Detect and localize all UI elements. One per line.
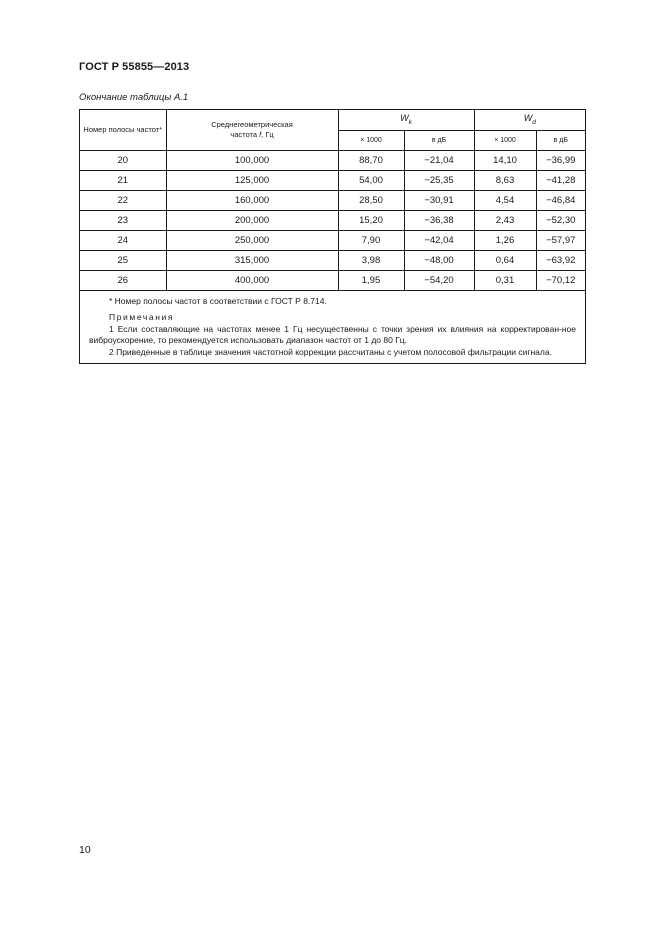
table-row	[80, 251, 585, 271]
header-wd-db: в дБ	[536, 131, 585, 151]
notes-title: Примечания	[109, 312, 175, 323]
cell-wk-x1000: 15,20	[338, 211, 404, 231]
cell-wd-x1000: 4,54	[474, 191, 536, 211]
cell-wk-x1000: 54,00	[338, 171, 404, 191]
cell-wk-db: −48,00	[404, 251, 474, 271]
cell-wd-db: −52,30	[536, 211, 585, 231]
cell-wd-x1000: 8,63	[474, 171, 536, 191]
table-row	[80, 191, 585, 211]
table-notes	[80, 291, 585, 363]
cell-band: 23	[80, 211, 166, 231]
cell-wd-x1000: 0,31	[474, 271, 536, 291]
cell-wk-db: −21,04	[404, 151, 474, 171]
cell-band: 25	[80, 251, 166, 271]
table-row	[80, 211, 585, 231]
cell-wk-x1000: 28,50	[338, 191, 404, 211]
cell-frequency: 100,000	[166, 151, 338, 171]
cell-wd-db: −57,97	[536, 231, 585, 251]
document-code: ГОСТ Р 55855—2013	[79, 61, 190, 73]
table-row	[80, 271, 585, 291]
cell-band: 20	[80, 151, 166, 171]
cell-wk-x1000: 88,70	[338, 151, 404, 171]
table-row	[80, 231, 585, 251]
note-item: 1 Если составляющие на частотах менее 1 Гц несущественны с точки зрения их влияния на корректирован-ное виброускорение, то рекомендуется использовать диапазон частот от 1 до 80 Гц.	[89, 323, 576, 346]
cell-wk-x1000: 3,98	[338, 251, 404, 271]
cell-band: 22	[80, 191, 166, 211]
cell-frequency: 125,000	[166, 171, 338, 191]
table-frame	[79, 109, 586, 364]
cell-frequency: 315,000	[166, 251, 338, 271]
cell-wd-db: −41,28	[536, 171, 585, 191]
cell-wd-x1000: 1,26	[474, 231, 536, 251]
cell-wd-x1000: 0,64	[474, 251, 536, 271]
cell-frequency: 400,000	[166, 271, 338, 291]
cell-wd-x1000: 14,10	[474, 151, 536, 171]
cell-wk-x1000: 1,95	[338, 271, 404, 291]
header-wk: $W_k$	[338, 110, 474, 131]
header-wk-x1000: × 1000	[338, 131, 404, 151]
header-wk-db: в дБ	[404, 131, 474, 151]
cell-wk-db: −30,91	[404, 191, 474, 211]
cell-wd-db: −36,99	[536, 151, 585, 171]
table-row	[80, 151, 585, 171]
cell-wk-db: −42,04	[404, 231, 474, 251]
page-number: 10	[79, 844, 91, 856]
header-band-number: Номер полосы частот*	[80, 110, 166, 151]
cell-frequency: 160,000	[166, 191, 338, 211]
cell-wk-x1000: 7,90	[338, 231, 404, 251]
table-footnote: * Номер полосы частот в соответствии с ГОСТ Р 8.714.	[109, 296, 327, 306]
cell-band: 24	[80, 231, 166, 251]
cell-frequency: 250,000	[166, 231, 338, 251]
header-wd: $W_d$	[474, 110, 585, 131]
frequency-weighting-table	[80, 110, 585, 291]
cell-wd-db: −63,92	[536, 251, 585, 271]
cell-wk-db: −54,20	[404, 271, 474, 291]
cell-frequency: 200,000	[166, 211, 338, 231]
cell-band: 21	[80, 171, 166, 191]
note-item: 2 Приведенные в таблице значения частотной коррекции рассчитаны с учетом полосовой фильтрации сигнала.	[109, 346, 552, 357]
cell-wk-db: −25,35	[404, 171, 474, 191]
table-caption: Окончание таблицы А.1	[79, 92, 189, 103]
table-row	[80, 171, 585, 191]
header-frequency: Среднегеометрическая частота f, Гц	[166, 110, 338, 151]
cell-wd-db: −70,12	[536, 271, 585, 291]
cell-wd-x1000: 2,43	[474, 211, 536, 231]
header-wd-x1000: × 1000	[474, 131, 536, 151]
cell-band: 26	[80, 271, 166, 291]
cell-wk-db: −36,38	[404, 211, 474, 231]
cell-wd-db: −46,84	[536, 191, 585, 211]
